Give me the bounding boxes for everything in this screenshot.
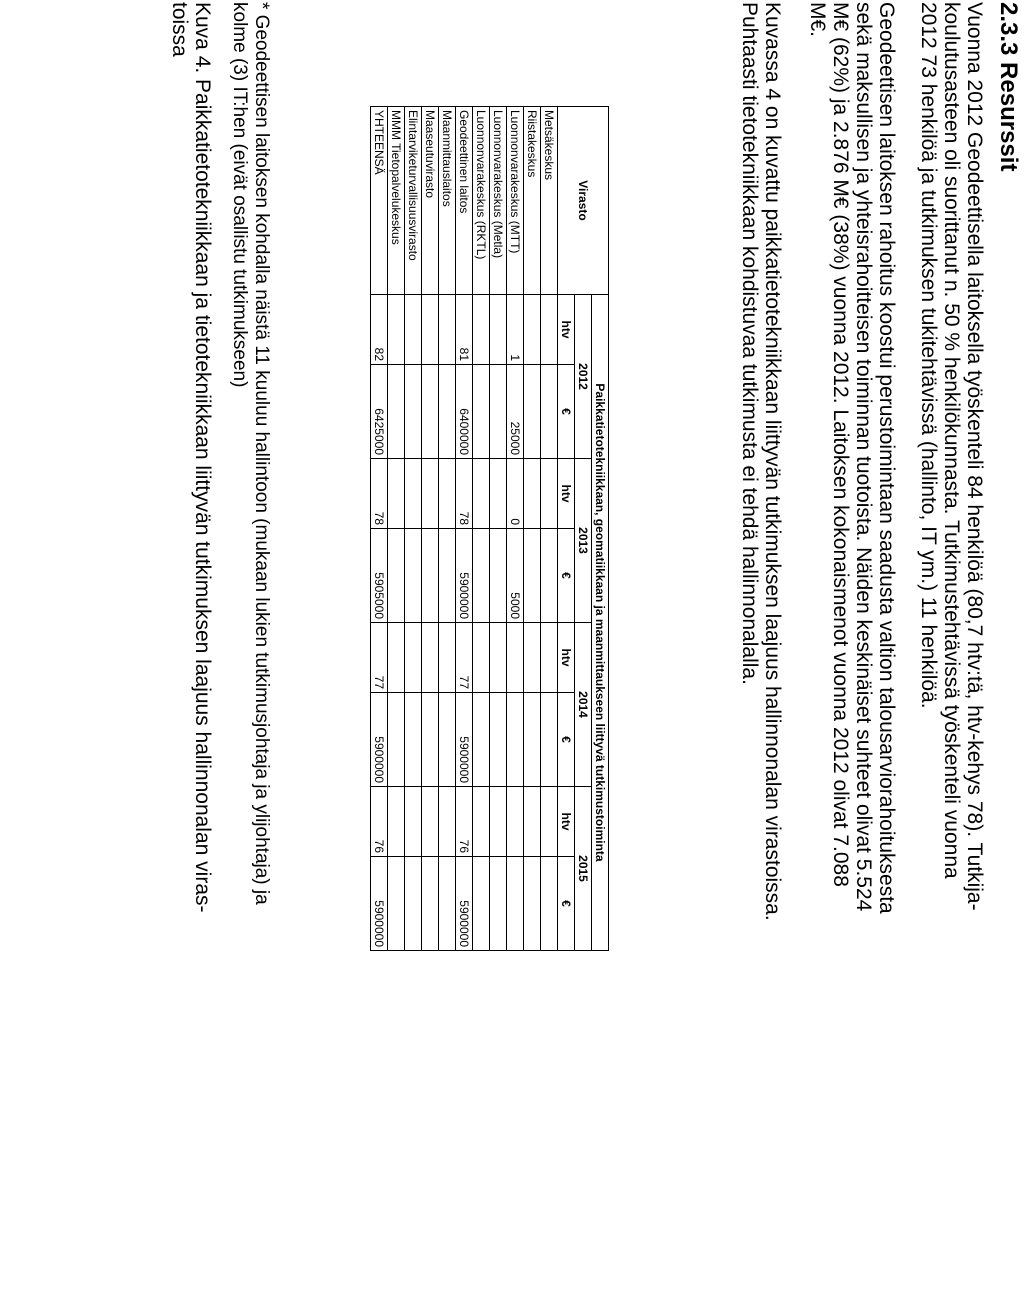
year-header: 2012 — [575, 295, 592, 459]
htv-header: htv — [558, 295, 575, 365]
eur-cell — [439, 693, 456, 787]
eur-cell — [541, 529, 558, 623]
htv-cell: 0 — [507, 459, 524, 529]
table-body — [371, 107, 558, 951]
htv-cell: 1 — [507, 295, 524, 365]
htv-cell — [473, 295, 490, 365]
footnote-line: kolme (3) IT:hen (eivät osallistu tutkimukseen) — [229, 2, 250, 388]
eur-cell — [473, 529, 490, 623]
eur-cell: 6425000 — [371, 365, 388, 459]
htv-cell — [388, 295, 405, 365]
eur-cell — [490, 365, 507, 459]
eur-cell — [507, 857, 524, 951]
htv-cell: 77 — [371, 623, 388, 693]
agency-name-cell: Luonnonvarakeskus (MTT) — [507, 107, 524, 295]
eur-cell — [439, 365, 456, 459]
htv-cell — [541, 787, 558, 857]
htv-cell: 76 — [371, 787, 388, 857]
agency-name-cell: Maaseutuvirasto — [422, 107, 439, 295]
htv-cell — [388, 459, 405, 529]
htv-cell: 76 — [456, 787, 473, 857]
table-row — [439, 107, 456, 951]
group-header: Paikkatietotekniikkaan, geomatiikkaan ja maanmittaukseen liittyvä tutkimustoiminta — [592, 295, 609, 951]
eur-header: € — [558, 365, 575, 459]
agency-name-cell: Riistakeskus — [524, 107, 541, 295]
eur-cell: 5900000 — [456, 693, 473, 787]
htv-cell — [473, 787, 490, 857]
eur-cell — [439, 529, 456, 623]
agency-name-cell: Metsäkeskus — [541, 107, 558, 295]
eur-header: € — [558, 693, 575, 787]
eur-cell — [507, 693, 524, 787]
table-row — [507, 107, 524, 951]
paragraph-line: M€. — [806, 2, 829, 38]
htv-cell: 82 — [371, 295, 388, 365]
eur-cell — [405, 693, 422, 787]
eur-cell — [388, 693, 405, 787]
htv-cell — [422, 459, 439, 529]
eur-cell — [388, 365, 405, 459]
eur-cell — [388, 529, 405, 623]
eur-cell: 5900000 — [371, 693, 388, 787]
eur-cell: 5900000 — [371, 857, 388, 951]
agency-name-cell: MMM Tietopalvelukeskus — [388, 107, 405, 295]
eur-cell — [541, 365, 558, 459]
htv-cell — [405, 787, 422, 857]
htv-cell — [405, 295, 422, 365]
htv-cell — [405, 623, 422, 693]
eur-cell — [439, 857, 456, 951]
htv-cell — [524, 459, 541, 529]
table-row — [490, 107, 507, 951]
table-row — [524, 107, 541, 951]
htv-header: htv — [558, 459, 575, 529]
eur-cell — [541, 857, 558, 951]
htv-cell — [405, 459, 422, 529]
table-row — [456, 107, 473, 951]
eur-header: € — [558, 857, 575, 951]
htv-cell — [490, 623, 507, 693]
eur-cell — [422, 365, 439, 459]
htv-cell — [388, 787, 405, 857]
agency-name-cell: Luonnonvarakeskus (Metla) — [490, 107, 507, 295]
htv-cell — [490, 459, 507, 529]
paragraph-staff — [917, 2, 986, 911]
table-row — [541, 107, 558, 951]
htv-cell — [524, 787, 541, 857]
footnote-line: * Geodeettisen laitoksen kohdalla näistä 11 kuuluu hallintoon (mukaan lukien tutkimusjohtaja ja ylijohtaja) ja — [251, 2, 272, 905]
eur-cell — [422, 693, 439, 787]
table-row — [388, 107, 405, 951]
htv-cell — [388, 623, 405, 693]
year-header: 2013 — [575, 459, 592, 623]
eur-cell — [405, 365, 422, 459]
eur-cell: 6400000 — [456, 365, 473, 459]
htv-cell — [490, 295, 507, 365]
caption-line: Kuva 4. Paikkatietotekniikkaan ja tietotekniikkaan liittyvän tutkimuksen laajuus hallinnonalan viras- — [191, 2, 214, 913]
agency-name-cell: Geodeettinen laitos — [456, 107, 473, 295]
eur-cell — [490, 693, 507, 787]
paragraph-line: Kuvassa 4 on kuvattu paikkatietotekniikkaan liittyvän tutkimuksen laajuus hallinnonalan virastoissa. — [761, 2, 784, 921]
eur-cell — [422, 529, 439, 623]
eur-cell — [473, 693, 490, 787]
htv-cell: 81 — [456, 295, 473, 365]
eur-cell — [405, 857, 422, 951]
htv-cell — [507, 787, 524, 857]
eur-cell — [524, 857, 541, 951]
htv-cell — [439, 295, 456, 365]
section-heading: 2.3.3 Resurssit — [995, 2, 1022, 172]
htv-cell — [541, 623, 558, 693]
year-header: 2014 — [575, 623, 592, 787]
eur-cell — [388, 857, 405, 951]
agency-name-cell: Maanmittauslaitos — [439, 107, 456, 295]
paragraph-line: sekä maksullisen ja yhteisrahoitteisen toiminnan tuotoista. Näiden keskinäiset suhteet olivat 5.524 — [852, 2, 875, 912]
table-footnote — [228, 2, 272, 905]
eur-cell — [405, 529, 422, 623]
eur-cell: 5905000 — [371, 529, 388, 623]
htv-header: htv — [558, 623, 575, 693]
table-row — [422, 107, 439, 951]
eur-cell — [490, 529, 507, 623]
eur-cell — [422, 857, 439, 951]
htv-cell — [541, 295, 558, 365]
paragraph-line: Vuonna 2012 Geodeettisella laitoksella työskenteli 84 henkilöä (80,7 htv:tä, htv-kehys 78). Tutkija- — [963, 2, 986, 911]
htv-cell — [507, 623, 524, 693]
research-table — [370, 106, 609, 951]
eur-cell — [524, 365, 541, 459]
htv-cell — [439, 623, 456, 693]
htv-cell — [541, 459, 558, 529]
paragraph-line: Geodeettisen laitoksen rahoitus koostui perustoimintaan saadusta valtion talousarviorahoituksesta — [875, 2, 898, 914]
htv-cell — [439, 459, 456, 529]
eur-cell: 25000 — [507, 365, 524, 459]
eur-cell — [524, 529, 541, 623]
figure-caption — [168, 2, 214, 913]
htv-cell — [473, 459, 490, 529]
eur-cell: 5900000 — [456, 857, 473, 951]
agency-name-cell: Elintarviketurvallisuusvirasto — [405, 107, 422, 295]
eur-cell — [524, 693, 541, 787]
htv-cell: 78 — [456, 459, 473, 529]
eur-cell: 5000 — [507, 529, 524, 623]
htv-cell — [439, 787, 456, 857]
paragraph-funding — [806, 2, 898, 914]
paragraph-line: M€ (62%) ja 2.876 M€ (38%) vuonna 2012. Laitoksen kokonaismenot vuonna 2012 olivat 7.088 — [829, 2, 852, 887]
paragraph-figure-ref — [738, 2, 784, 921]
htv-cell — [473, 623, 490, 693]
htv-cell — [422, 623, 439, 693]
eur-header: € — [558, 529, 575, 623]
htv-cell — [524, 623, 541, 693]
year-header: 2015 — [575, 787, 592, 951]
htv-header: htv — [558, 787, 575, 857]
htv-cell — [422, 787, 439, 857]
eur-cell — [490, 857, 507, 951]
htv-cell: 77 — [456, 623, 473, 693]
htv-cell — [422, 295, 439, 365]
table-row — [473, 107, 490, 951]
agency-name-cell: YHTEENSÄ — [371, 107, 388, 295]
paragraph-line: 2012 73 henkilöä ja tutkimuksen tukitehtävissä (hallinto, IT ym.) 11 henkilöä. — [917, 2, 940, 709]
caption-line: toissa — [168, 2, 191, 57]
htv-cell: 78 — [371, 459, 388, 529]
eur-cell — [541, 693, 558, 787]
htv-cell — [524, 295, 541, 365]
agency-column-header: Virasto — [558, 107, 609, 295]
agency-name-cell: Luonnonvarakeskus (RKTL) — [473, 107, 490, 295]
eur-cell: 5900000 — [456, 529, 473, 623]
table-row — [405, 107, 422, 951]
paragraph-line: Puhtaasti tietotekniikkaan kohdistuvaa tutkimusta ei tehdä hallinnonalalla. — [738, 2, 761, 685]
table-total-row — [371, 107, 388, 951]
paragraph-line: koulutusasteen oli suorittanut n. 50 % henkilökunnasta. Tutkimustehtävissä työskenteli vuonna — [940, 2, 963, 879]
eur-cell — [473, 857, 490, 951]
htv-cell — [490, 787, 507, 857]
eur-cell — [473, 365, 490, 459]
